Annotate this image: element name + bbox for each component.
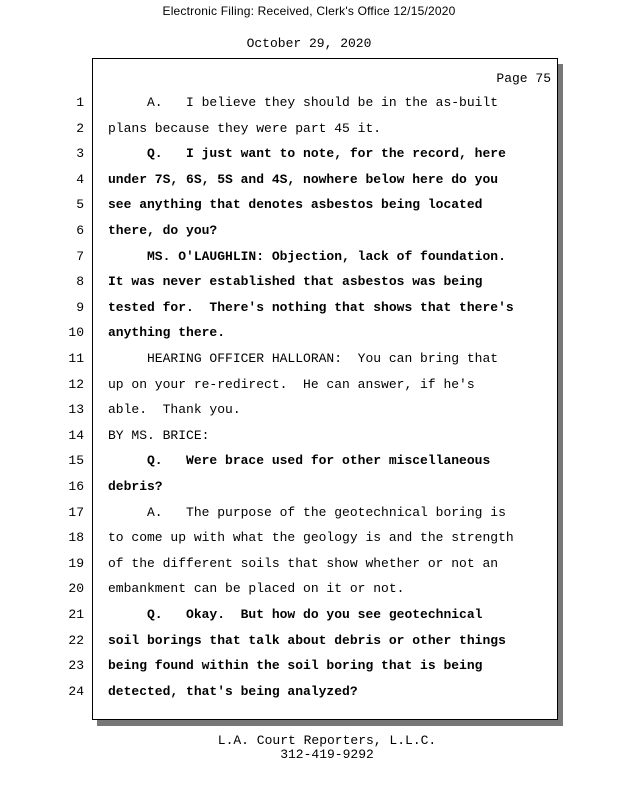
- line-number: 24: [68, 683, 84, 699]
- transcript-line: Q. Were brace used for other miscellaneous: [108, 453, 491, 469]
- line-number: 22: [68, 632, 84, 648]
- transcript-line: BY MS. BRICE:: [108, 427, 210, 443]
- transcript-line: Q. I just want to note, for the record, here: [108, 146, 506, 162]
- line-number: 19: [68, 555, 84, 571]
- footer: [0, 734, 618, 762]
- transcript-line: of the different soils that show whether or not an: [108, 555, 499, 571]
- transcript-line: Q. Okay. But how do you see geotechnical: [108, 607, 483, 622]
- line-number: 2: [76, 120, 84, 136]
- line-number: 5: [76, 197, 84, 213]
- line-number: 18: [68, 530, 84, 546]
- transcript-line: under 7S, 6S, 5S and 4S, nowhere below here do you: [108, 171, 499, 187]
- deposition-date: October 29, 2020: [246, 36, 372, 51]
- line-number: 7: [76, 248, 84, 264]
- line-number: 14: [68, 427, 84, 443]
- line-number: 9: [76, 299, 84, 315]
- transcript-line: MS. O'LAUGHLIN: Objection, lack of foundation.: [108, 248, 506, 264]
- transcript-line: able. Thank you.: [108, 402, 241, 418]
- transcript-line: tested for. There's nothing that shows that there's: [108, 299, 514, 315]
- transcript-line: to come up with what the geology is and the strength: [108, 530, 514, 546]
- line-number: 12: [68, 376, 84, 392]
- transcript-line: HEARING OFFICER HALLORAN: You can bring that: [108, 351, 499, 366]
- line-number: 4: [76, 171, 84, 187]
- line-number: 20: [68, 581, 84, 597]
- line-number: 13: [68, 402, 84, 418]
- transcript-line: A. I believe they should be in the as-built: [108, 95, 499, 110]
- transcript-line: detected, that's being analyzed?: [108, 683, 358, 699]
- line-number: 10: [68, 325, 84, 341]
- filing-stamp: Electronic Filing: Received, Clerk's Office 12/15/2020: [162, 4, 456, 18]
- line-number: 3: [76, 146, 84, 162]
- line-number: 23: [68, 658, 84, 674]
- line-number: 21: [68, 607, 84, 622]
- transcript-line: It was never established that asbestos was being: [108, 274, 483, 290]
- transcript-line: up on your re-redirect. He can answer, if he's: [108, 376, 475, 392]
- reporter-company: L.A. Court Reporters, L.L.C.: [217, 733, 437, 748]
- line-number: 11: [68, 351, 84, 366]
- reporter-phone: 312-419-9292: [280, 747, 374, 762]
- transcript-line: soil borings that talk about debris or other things: [108, 632, 506, 648]
- transcript-line: there, do you?: [108, 223, 218, 238]
- line-number: 1: [76, 95, 84, 110]
- line-number: 16: [68, 479, 84, 494]
- line-number: 15: [68, 453, 84, 469]
- transcript-line: see anything that denotes asbestos being located: [108, 197, 483, 213]
- line-number: 17: [68, 504, 84, 520]
- transcript-line: being found within the soil boring that is being: [108, 658, 483, 674]
- page-number: Page 75: [496, 71, 551, 86]
- transcript-line: debris?: [108, 479, 163, 494]
- line-number: 6: [76, 223, 84, 238]
- line-number: 8: [76, 274, 84, 290]
- transcript-line: A. The purpose of the geotechnical boring is: [108, 504, 506, 520]
- transcript-line: anything there.: [108, 325, 226, 341]
- transcript-line: embankment can be placed on it or not.: [108, 581, 405, 597]
- transcript-line: plans because they were part 45 it.: [108, 120, 382, 136]
